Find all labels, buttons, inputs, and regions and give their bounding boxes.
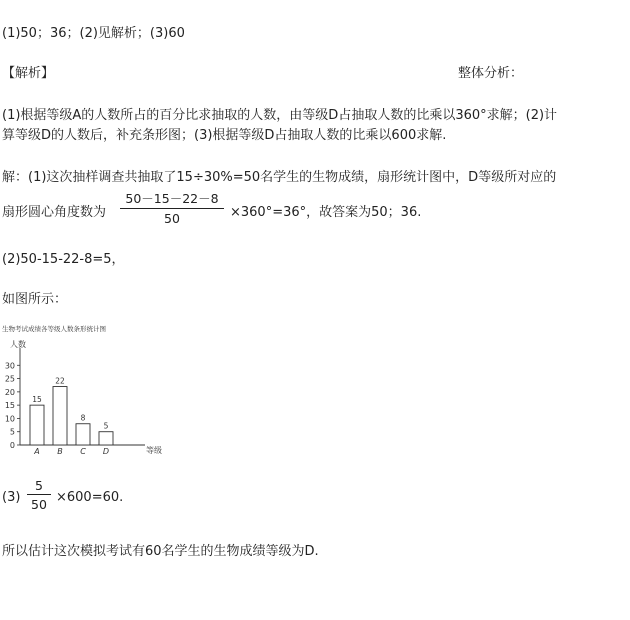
y-tick-label: 0 bbox=[9, 441, 15, 450]
answer-line: (1)50；36；(2)见解析；(3)60 bbox=[2, 26, 185, 41]
bar-C bbox=[76, 424, 90, 445]
bar-A bbox=[30, 405, 44, 445]
y-tick-label: 25 bbox=[4, 374, 15, 384]
y-tick-label: 10 bbox=[4, 414, 15, 424]
y-tick-label: 30 bbox=[4, 361, 15, 371]
solution-line-1: 解：(1)这次抽样调查共抽取了15÷30%=50名学生的生物成绩，扇形统计图中，D等级所对应的 bbox=[2, 170, 557, 185]
data-label-C: 8 bbox=[80, 413, 86, 423]
solution-line-2-prefix: 扇形圆心角度数为 bbox=[2, 205, 107, 220]
solution-line-2-suffix: ×360°=36°，故答案为50；36. bbox=[230, 205, 422, 220]
overall-analysis-label: 整体分析： bbox=[458, 66, 524, 81]
analysis-tag: 【解析】 bbox=[2, 66, 55, 81]
x-tick-label-D: D bbox=[102, 447, 110, 456]
data-label-A: 15 bbox=[32, 395, 42, 405]
part-2-line: (2)50-15-22-8=5， bbox=[2, 252, 125, 267]
solution-fraction-denominator: 50 bbox=[164, 211, 180, 226]
part-3-fraction-numerator: 5 bbox=[27, 478, 51, 495]
bar-chart bbox=[0, 322, 180, 462]
y-axis-label: 人数 bbox=[10, 340, 26, 349]
y-tick-label: 20 bbox=[4, 387, 15, 397]
y-tick-label: 15 bbox=[4, 401, 15, 411]
part-3-suffix: ×600=60. bbox=[56, 490, 124, 505]
x-tick-label-C: C bbox=[80, 447, 86, 456]
data-label-B: 22 bbox=[55, 376, 65, 386]
as-shown-line: 如图所示： bbox=[2, 292, 68, 307]
analysis-paragraph-line-1: (1)根据等级A的人数所占的百分比求抽取的人数，由等级D占抽取人数的比乘以360°求解；(2)计 bbox=[2, 108, 558, 123]
data-label-D: 5 bbox=[103, 421, 109, 431]
bar-B bbox=[53, 387, 67, 445]
bar-D bbox=[99, 432, 113, 445]
part-3-prefix: (3) bbox=[2, 490, 21, 505]
conclusion-line: 所以估计这次模拟考试有60名学生的生物成绩等级为D. bbox=[2, 544, 319, 559]
x-tick-label-A: A bbox=[34, 447, 40, 456]
x-axis-label: 等级 bbox=[146, 446, 162, 455]
part-3-fraction-denominator: 50 bbox=[31, 497, 47, 512]
chart-title: 生物考试成绩各等级人数条形统计图 bbox=[2, 325, 106, 333]
solution-fraction-numerator: 50－15－22－8 bbox=[120, 189, 224, 209]
solution-fraction bbox=[120, 189, 224, 226]
analysis-paragraph-line-2: 算等级D的人数后，补充条形图；(3)根据等级D占抽取人数的比乘以600求解. bbox=[2, 128, 447, 143]
y-tick-label: 5 bbox=[9, 427, 15, 437]
x-tick-label-B: B bbox=[57, 447, 63, 456]
part-3-fraction bbox=[27, 478, 51, 512]
